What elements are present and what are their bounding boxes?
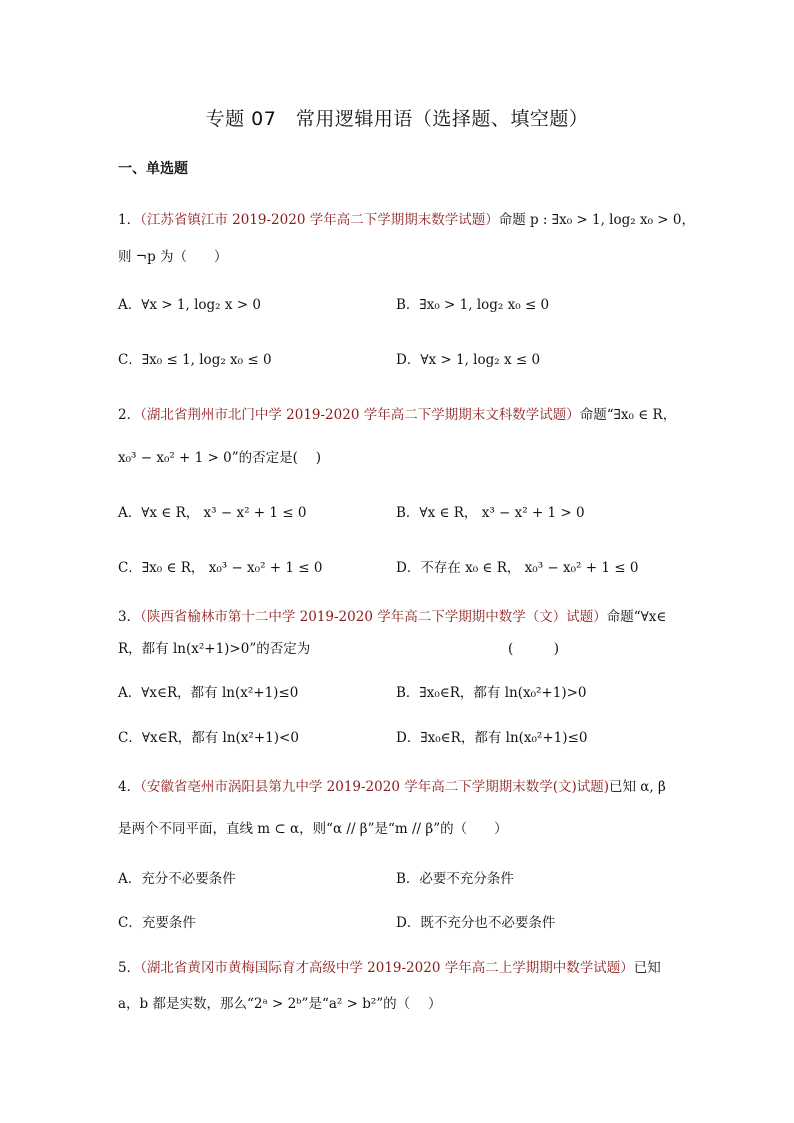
option-d: D．∃x₀∈R，都有 ln(x₀²+1)≤0 xyxy=(396,730,588,746)
question-2-line-1 xyxy=(118,403,676,423)
option-c: C．∀x∈R，都有 ln(x²+1)<0 xyxy=(118,730,299,746)
option-c: C．∃x₀ ≤ 1, log₂ x₀ ≤ 0 xyxy=(118,352,272,368)
question-number: 5． xyxy=(118,960,141,976)
question-stem: 命题“∃x₀ ∈ R， xyxy=(579,407,677,423)
option-d: D．既不充分也不必要条件 xyxy=(396,915,556,931)
question-5-line-1 xyxy=(118,956,661,976)
question-source: （湖北省荆州市北门中学 2019-2020 学年高二下学期期末文科数学试题） xyxy=(140,407,580,423)
option-c: C．充要条件 xyxy=(118,915,196,931)
question-number: 2． xyxy=(118,407,141,423)
question-number: 1． xyxy=(118,212,141,228)
question-stem: 命题“∀x∈ xyxy=(606,609,667,625)
section-heading: 一、单选题 xyxy=(118,161,188,177)
question-3-line-2: R，都有 ln(x²+1)>0”的否定为 xyxy=(118,641,311,657)
option-d: D．不存在 x₀ ∈ R， x₀³ − x₀² + 1 ≤ 0 xyxy=(396,560,639,576)
option-a: A．∀x ∈ R， x³ − x² + 1 ≤ 0 xyxy=(118,505,307,521)
question-5-line-2: a，b 都是实数，那么“2ᵃ > 2ᵇ”是“a² > b²”的（ ） xyxy=(118,996,442,1012)
question-number: 3． xyxy=(118,609,141,625)
question-source: （湖北省黄冈市黄梅国际育才高级中学 2019-2020 学年高二上学期期中数学试题） xyxy=(140,960,634,976)
option-d: D．∀x > 1, log₂ x ≤ 0 xyxy=(396,352,541,368)
question-stem: 已知 α, β xyxy=(609,779,666,795)
question-4-line-2: 是两个不同平面，直线 m ⊂ α，则“α // β”是“m // β”的（ ） xyxy=(118,821,508,837)
question-3-line-1 xyxy=(118,605,666,625)
option-b: B．必要不充分条件 xyxy=(396,871,514,887)
question-1-line-1 xyxy=(118,208,695,228)
question-number: 4． xyxy=(118,779,141,795)
question-2-line-2: x₀³ − x₀² + 1 > 0”的否定是( ) xyxy=(118,450,321,466)
option-a: A．充分不必要条件 xyxy=(118,871,236,887)
page-title: 专题 07 常用逻辑用语（选择题、填空题） xyxy=(205,108,589,130)
option-a: A．∀x > 1, log₂ x > 0 xyxy=(118,297,261,313)
question-1-line-2: 则 ¬p 为（ ） xyxy=(118,249,228,265)
option-c: C．∃x₀ ∈ R， x₀³ − x₀² + 1 ≤ 0 xyxy=(118,560,323,576)
option-b: B．∃x₀ > 1, log₂ x₀ ≤ 0 xyxy=(396,297,550,313)
question-stem: 命题 p : ∃x₀ > 1, log₂ x₀ > 0， xyxy=(498,212,695,228)
question-source: （安徽省亳州市涡阳县第九中学 2019-2020 学年高二下学期期末数学(文)试题) xyxy=(140,779,610,795)
option-b: B．∃x₀∈R，都有 ln(x₀²+1)>0 xyxy=(396,685,587,701)
question-source: （陕西省榆林市第十二中学 2019-2020 学年高二下学期期中数学（文）试题） xyxy=(140,609,607,625)
question-stem: 已知 xyxy=(633,960,661,976)
option-b: B．∀x ∈ R， x³ − x² + 1 > 0 xyxy=(396,505,585,521)
option-a: A．∀x∈R，都有 ln(x²+1)≤0 xyxy=(118,685,299,701)
question-4-line-1 xyxy=(118,775,666,795)
answer-parentheses: ( ) xyxy=(508,641,560,657)
question-source: （江苏省镇江市 2019-2020 学年高二下学期期末数学试题） xyxy=(140,212,499,228)
